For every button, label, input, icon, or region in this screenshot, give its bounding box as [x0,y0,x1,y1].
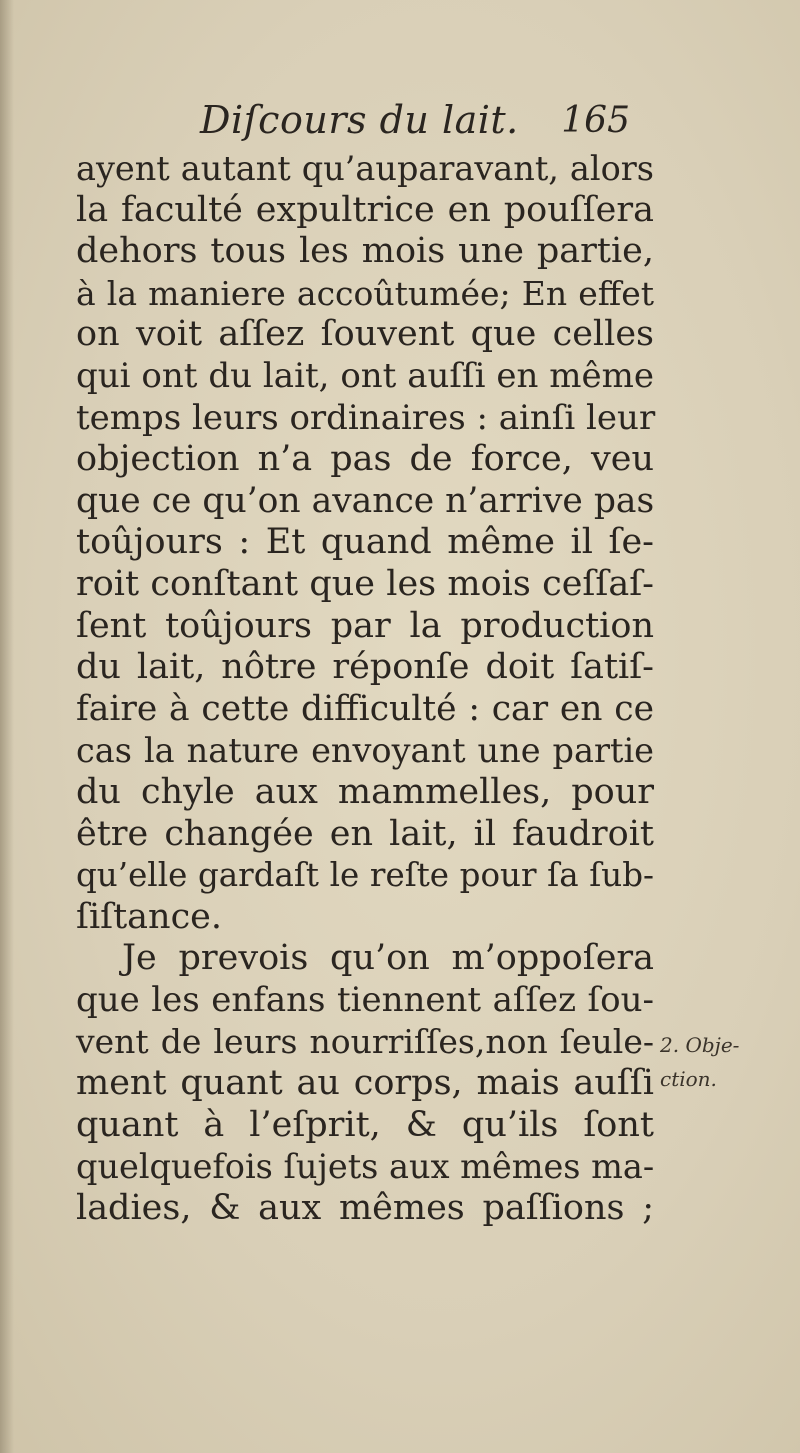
text-line: ſent toûjours par la production [76,605,654,646]
text-line: quelquefois ſujets aux mêmes ma- [76,1147,655,1187]
text-line: être changée en lait, il faudroit [76,813,654,854]
text-line: cas la nature envoyant une partie [76,731,654,771]
text-line: que les enfans tiennent aſſez ſou- [76,979,654,1020]
text-line: ſiſtance. [76,896,223,937]
text-line: ment quant au corps, mais auſſi [76,1063,654,1104]
text-line: roit conſtant que les mois ceſſaſ- [76,563,654,604]
text-line: qu’elle gardaſt le reſte pour ſa ſub- [76,856,654,895]
text-line: que ce qu’on avance n’arrive pas [76,480,655,521]
text-line: quant à l’eſprit, & qu’ils ſont [76,1104,654,1145]
text-line: à la maniere accoûtumée; En effet [76,273,654,313]
gutter-shadow [0,0,14,1453]
text-line: on voit aſſez ſouvent que celles [76,314,654,355]
text-line: ladies, & aux mêmes paſſions ; [76,1187,654,1228]
text-line: vent de leurs nourriſſes,non ſeule- [76,1022,654,1062]
margin-note [660,1028,770,1096]
text-line: la faculté expultrice en pouſſera [76,189,654,230]
text-line: toûjours : Et quand même il ſe- [76,522,654,563]
running-head [200,98,630,146]
paragraph-first-line: Je prevois qu’on m’oppoſera [122,938,654,979]
text-line: du lait, nôtre réponſe doit ſatiſ- [76,647,654,688]
text-line: ayent autant qu’auparavant, alors [76,149,654,188]
text-line: objection n’a pas de force, veu [76,439,654,480]
text-line: temps leurs ordinaires : ainſi leur [76,397,656,438]
margin-note-line: 2. Obje- [660,1033,740,1057]
text-line: dehors tous les mois une partie, [76,231,654,272]
margin-note-line: ction. [660,1067,717,1091]
page-number: 165 [561,100,630,141]
running-title: Diſcours du lait. [200,98,519,142]
text-line: du chyle aux mammelles, pour [76,771,654,812]
text-line: qui ont du lait, ont auſſi en même [76,355,654,396]
body-text [76,148,654,1229]
text-line: faire à cette difficulté : car en ce [76,688,654,729]
